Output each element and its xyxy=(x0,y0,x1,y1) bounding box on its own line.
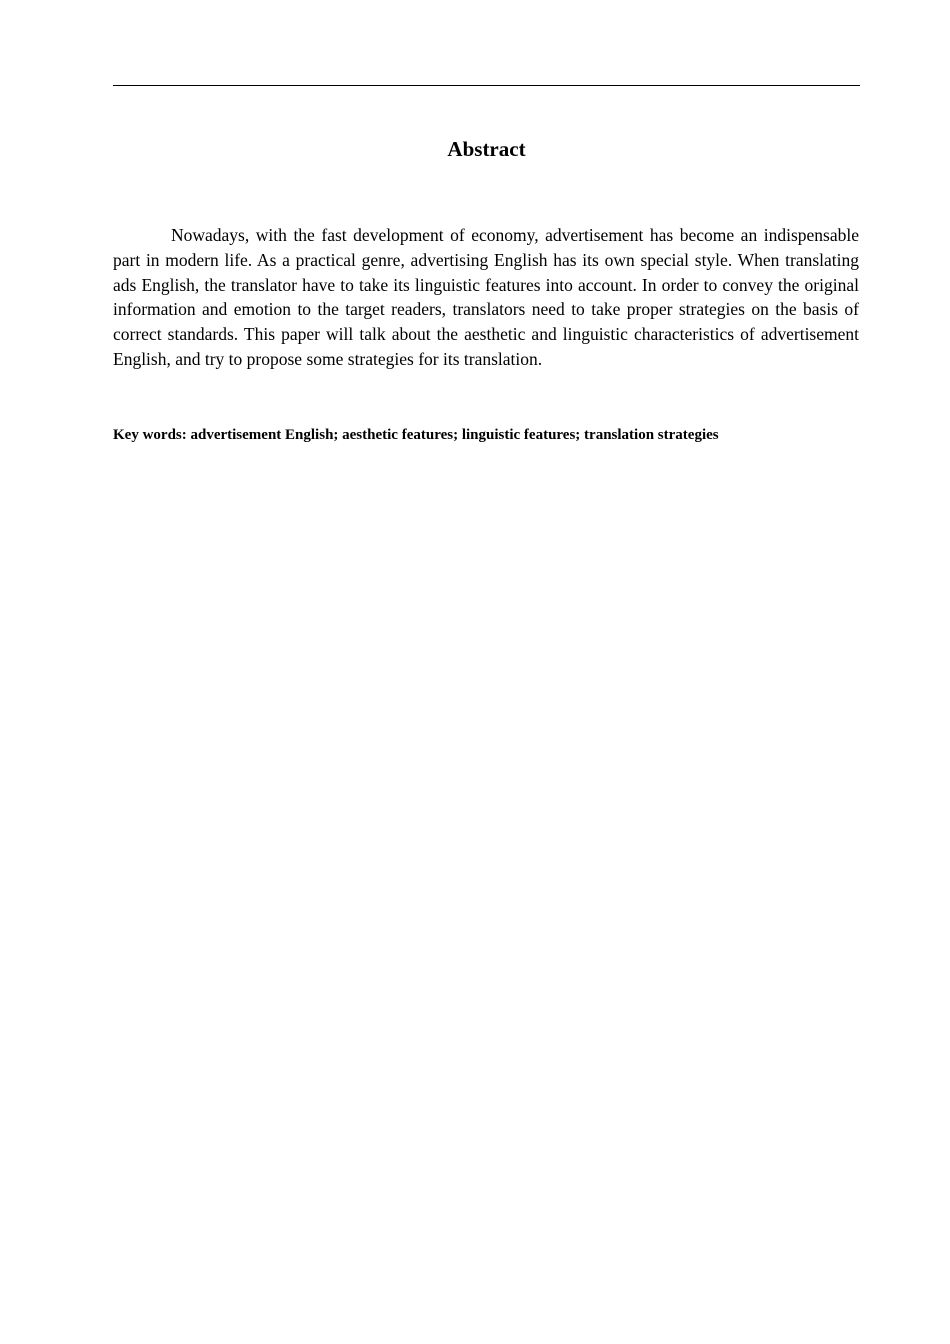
abstract-title: Abstract xyxy=(447,137,526,161)
abstract-body: Nowadays, with the fast development of economy, advertisement has become an indispensable part in modern life. As a practical genre, advertising English has its own special style. When translating ads English, the translator have to take its linguistic features into account. In order to convey the original information and emotion to the target readers, translators need to take proper strategies on the basis of correct standards. This paper will talk about the aesthetic and linguistic characteristics of advertisement English, and try to propose some strategies for its translation. xyxy=(113,225,859,369)
header-rule xyxy=(113,85,860,86)
keywords-line: Key words: advertisement English; aesthetic features; linguistic features; translation strategies xyxy=(113,427,719,443)
